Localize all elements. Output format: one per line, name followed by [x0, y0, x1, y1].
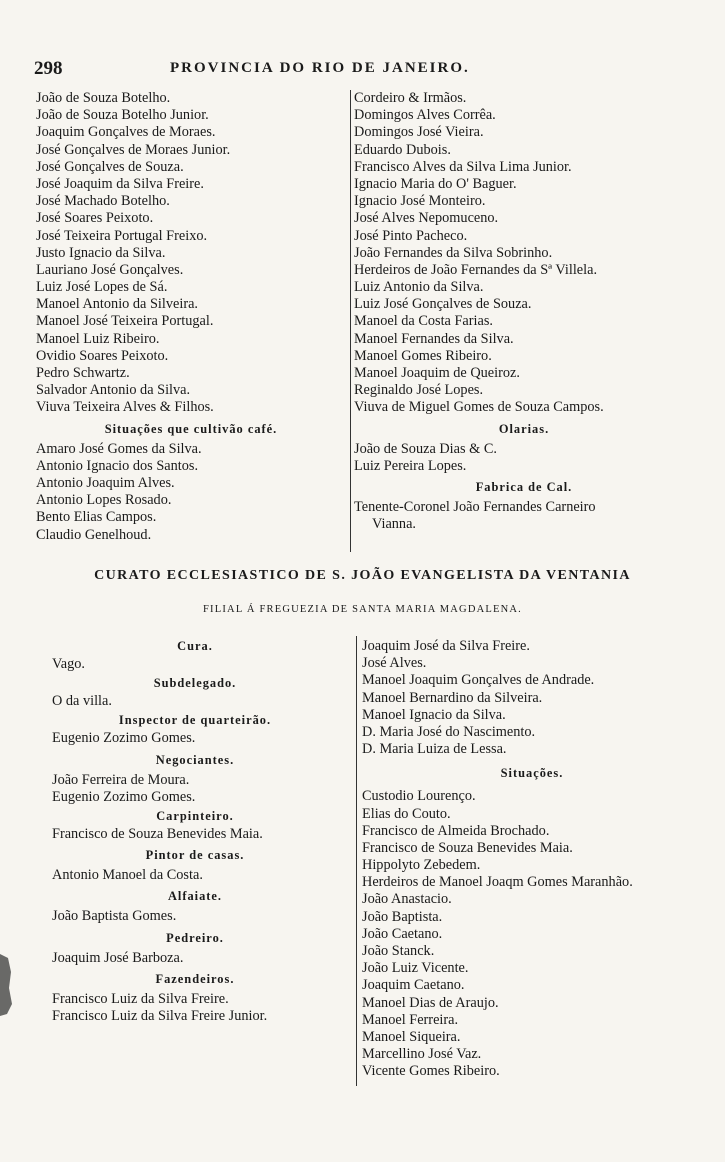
list-item: João de Souza Botelho Junior. — [36, 107, 209, 124]
list-item: Domingos José Vieira. — [354, 124, 484, 141]
list-item: Vago. — [52, 656, 85, 672]
upper-right-column — [354, 90, 694, 533]
list-item: João Caetano. — [362, 925, 443, 942]
lower-right-column — [362, 638, 702, 1081]
section-subtitle: FILIAL Á FREGUEZIA DE SANTA MARIA MAGDALENA. — [202, 604, 523, 615]
heading-subdelegado: Subdelegado. — [153, 676, 237, 691]
lower-left-column — [50, 636, 340, 1025]
list-item: Ovidio Soares Peixoto. — [36, 347, 169, 364]
list-item: Marcellino José Vaz. — [362, 1046, 482, 1063]
section-heading-olarias: Olarias. — [498, 421, 550, 436]
list-item: Luiz José Gonçalves de Souza. — [354, 296, 532, 313]
list-item: Joaquim Gonçalves de Moraes. — [36, 124, 216, 141]
list-item: Luiz Pereira Lopes. — [354, 457, 467, 474]
list-item: Antonio Joaquim Alves. — [36, 474, 175, 491]
list-item: Manoel Ferreira. — [362, 1011, 459, 1028]
list-item: João Ferreira de Moura. — [52, 771, 190, 788]
page-title: PROVINCIA DO RIO DE JANEIRO. — [170, 60, 470, 76]
list-item: Joaquim Caetano. — [362, 977, 465, 994]
list-item: Luiz José Lopes de Sá. — [36, 279, 168, 296]
list-item: Salvador Antonio da Silva. — [36, 382, 191, 399]
list-item: Tenente-Coronel João Fernandes Carneiro — [354, 498, 596, 515]
list-item: Cordeiro & Irmãos. — [354, 90, 467, 106]
list-item: Custodio Lourenço. — [362, 788, 476, 805]
list-item: Antonio Manoel da Costa. — [52, 867, 203, 884]
list-item: Antonio Lopes Rosado. — [36, 492, 172, 509]
list-item: Manoel José Teixeira Portugal. — [36, 313, 214, 330]
list-item: João Anastacio. — [362, 891, 452, 908]
list-item: Manoel da Costa Farias. — [354, 313, 493, 330]
upper-left-column — [36, 90, 346, 544]
list-item: Eugenio Zozimo Gomes. — [52, 788, 196, 805]
list-item: João Luiz Vicente. — [362, 960, 469, 977]
list-item: Luiz Antonio da Silva. — [354, 279, 484, 296]
list-item: Francisco de Almeida Brochado. — [362, 822, 550, 839]
heading-carpinteiro: Carpinteiro. — [156, 808, 234, 823]
list-item: José Gonçalves de Moraes Junior. — [36, 141, 231, 158]
list-item: Francisco Luiz da Silva Freire. — [52, 990, 229, 1007]
list-item: D. Maria José do Nascimento. — [362, 723, 536, 740]
list-item: José Joaquim da Silva Freire. — [36, 175, 204, 192]
page-number: 298 — [34, 58, 63, 79]
list-item: Francisco de Souza Benevides Maia. — [362, 839, 573, 856]
list-item: José Gonçalves de Souza. — [36, 158, 184, 175]
heading-cura: Cura. — [177, 639, 213, 653]
section-heading-cafe: Situações que cultivão café. — [104, 421, 278, 436]
list-item: Reginaldo José Lopes. — [354, 382, 484, 399]
page-header — [34, 58, 694, 84]
list-item: Francisco Luiz da Silva Freire Junior. — [52, 1007, 268, 1024]
list-item: Manoel Joaquim de Queiroz. — [354, 365, 520, 381]
list-item: José Machado Botelho. — [36, 193, 170, 210]
list-item: Francisco de Souza Benevides Maia. — [52, 825, 263, 842]
heading-fazendeiros: Fazendeiros. — [155, 971, 235, 986]
list-item: Ignacio Maria do O' Baguer. — [354, 175, 517, 192]
list-item: Claudio Genelhoud. — [36, 526, 152, 543]
list-item: Justo Ignacio da Silva. — [36, 244, 166, 261]
list-item: Elias do Couto. — [362, 805, 451, 822]
heading-negociantes: Negociantes. — [155, 752, 235, 767]
list-item: Herdeiros de João Fernandes da Sª Villela. — [354, 261, 598, 278]
list-item: Manoel Antonio da Silveira. — [36, 296, 199, 313]
list-item: João Fernandes da Silva Sobrinho. — [354, 244, 553, 261]
column-divider — [356, 636, 357, 1086]
list-item: João Baptista Gomes. — [52, 908, 177, 925]
list-item: José Pinto Pacheco. — [354, 227, 468, 244]
section-heading-cal: Fabrica de Cal. — [475, 479, 573, 494]
list-item: Manoel Gomes Ribeiro. — [354, 347, 492, 364]
list-item: José Alves Nepomuceno. — [354, 210, 499, 227]
list-item: João de Souza Dias & C. — [354, 440, 497, 457]
list-item: D. Maria Luiza de Lessa. — [362, 741, 507, 758]
list-item: João Baptista. — [362, 908, 443, 925]
list-item: Manoel Luiz Ribeiro. — [36, 330, 160, 347]
section-title: CURATO ECCLESIASTICO DE S. JOÃO EVANGELISTA DA VENTANIA — [94, 568, 631, 583]
list-item: Bento Elias Campos. — [36, 509, 157, 526]
list-item: Amaro José Gomes da Silva. — [36, 440, 202, 457]
list-item: Manoel Ignacio da Silva. — [362, 706, 506, 723]
list-item: João de Souza Botelho. — [36, 90, 171, 106]
heading-situacoes: Situações. — [500, 766, 564, 781]
list-item: Joaquim José da Silva Freire. — [362, 638, 530, 654]
list-item: Manoel Fernandes da Silva. — [354, 330, 514, 347]
heading-alfaiate: Alfaiate. — [167, 889, 223, 904]
list-item: Francisco Alves da Silva Lima Junior. — [354, 158, 572, 175]
list-item: Manoel Joaquim Gonçalves de Andrade. — [362, 672, 595, 689]
list-item: Manoel Dias de Araujo. — [362, 994, 499, 1011]
list-item: Ignacio José Monteiro. — [354, 193, 486, 210]
list-item: Viuva Teixeira Alves & Filhos. — [36, 399, 214, 416]
list-item: Joaquim José Barboza. — [52, 949, 184, 966]
list-item: Viuva de Miguel Gomes de Souza Campos. — [354, 399, 604, 416]
list-item: José Alves. — [362, 655, 427, 672]
heading-inspector: Inspector de quarteirão. — [118, 713, 272, 728]
list-item: Hippolyto Zebedem. — [362, 857, 481, 874]
heading-pintor: Pintor de casas. — [145, 848, 245, 863]
list-item: Antonio Ignacio dos Santos. — [36, 457, 199, 474]
list-item: Herdeiros de Manoel Joaqm Gomes Maranhão. — [362, 874, 633, 891]
list-item: José Teixeira Portugal Freixo. — [36, 227, 208, 244]
list-item: Eduardo Dubois. — [354, 141, 451, 158]
list-item: O da villa. — [52, 693, 112, 710]
list-item: Pedro Schwartz. — [36, 365, 130, 381]
list-item: Vicente Gomes Ribeiro. — [362, 1063, 500, 1080]
list-item: Manoel Bernardino da Silveira. — [362, 689, 543, 706]
list-item: João Stanck. — [362, 943, 435, 959]
list-item: Manoel Siqueira. — [362, 1028, 461, 1045]
list-item: José Soares Peixoto. — [36, 210, 154, 227]
list-item: Lauriano José Gonçalves. — [36, 261, 184, 278]
list-item: Vianna. — [372, 516, 417, 533]
column-divider — [350, 90, 351, 552]
list-item: Eugenio Zozimo Gomes. — [52, 730, 196, 747]
page-edge-stain — [0, 948, 14, 1018]
heading-pedreiro: Pedreiro. — [166, 930, 224, 945]
list-item: Domingos Alves Corrêa. — [354, 107, 496, 124]
